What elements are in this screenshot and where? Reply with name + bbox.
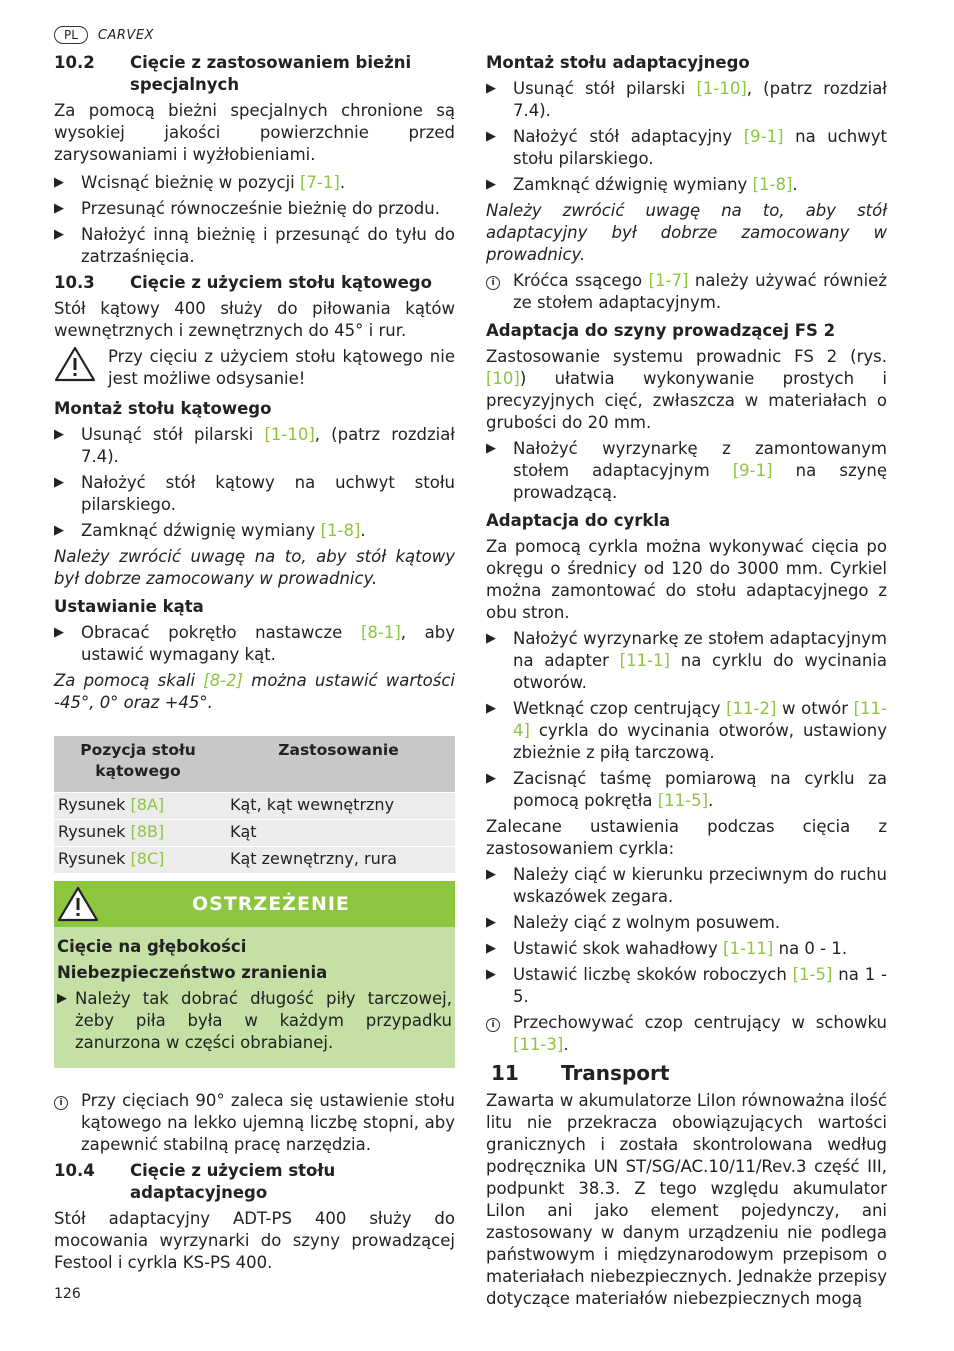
warning-triangle-icon [54,886,102,922]
bullet-item [486,938,887,960]
bullet-text: Nałożyć inną bieżnię i przesunąć do tyłu do zatrzaśnięcia. [81,225,455,266]
warning-subtitle: Niebezpieczeństwo zranienia [57,963,328,982]
bullet-item [486,768,887,812]
language-badge: PL [54,26,88,44]
figure-reference: [8A] [130,795,165,814]
bullet-text: Przesunąć równocześnie bieżnię do przodu. [81,199,440,218]
figure-reference: [7-1] [299,173,340,192]
info-icon: i [486,270,513,314]
section-title: Cięcie z użyciem stołu kątowego [130,273,432,292]
note-text: Za pomocą skali [54,671,204,690]
bullet-item [486,126,887,170]
figure-reference: [1-10] [264,425,315,444]
warning-box [54,881,455,1068]
caution-text: Przy cięciu z użyciem stołu kątowego nie jest możliwe odsysanie! [108,347,455,388]
bullet-item [57,988,452,1054]
warning-header [54,881,455,927]
paragraph: Za pomocą cyrkla można wykonywać cięcia po okręgu o średnicy od 120 do 3000 mm. Cyrkiel można zamontować do stołu adaptacyjnego z obu stron. [486,537,887,622]
bullet-item [486,964,887,1008]
triangle-bullet-icon: ▶ [54,523,64,538]
triangle-bullet-icon: ▶ [54,227,64,242]
figure-reference: [1-10] [696,79,747,98]
bullet-text: na 1 - 5. [513,965,887,1006]
left-column [54,52,455,1274]
chapter-title: Transport [561,1061,670,1085]
triangle-bullet-icon: ▶ [486,967,496,982]
triangle-bullet-icon: ▶ [54,175,64,190]
bullet-text: Usunąć stół pilarski [81,425,265,444]
bullet-text: Ustawić liczbę skoków roboczych [513,965,793,984]
subheading: Adaptacja do szyny prowadzącej FS 2 [486,321,836,340]
right-column [486,52,887,1310]
section-number: 10.3 [54,273,95,292]
bullet-item [486,698,887,764]
figure-reference: [11-4] [513,699,888,740]
bullet-item [486,912,887,934]
info-text: Przy cięciach 90° zaleca się ustawienie stołu kątowego na lekko ujemną liczbę stopni, aby zapewnić stabilną pracę narzędzia. [81,1091,455,1154]
figure-reference: [1-8] [320,521,361,540]
warning-body [54,927,455,1068]
figure-reference: [11-1] [619,651,670,670]
section-title: Cięcie z zastosowaniem bieżni specjalnych [130,53,412,94]
bullet-item [486,438,887,504]
figure-reference: [11-3] [513,1035,564,1054]
table-cell: Kąt, kąt wewnętrzny [222,793,455,820]
bullet-item [54,224,455,268]
bullet-text: Nałożyć wyrzynarkę z zamontowanym stołem adaptacyjnym [513,439,887,480]
warning-triangle-icon [54,346,108,390]
figure-reference: [11-5] [657,791,709,810]
figure-reference: [8C] [130,849,165,868]
figure-reference: [1-11] [723,939,774,958]
bullet-text: Nałożyć wyrzynarkę ze stołem adaptacyjnym na adapter [513,629,887,670]
cell-text: Rysunek [58,849,131,868]
bullet-text: . [360,521,366,540]
figure-reference: [1-5] [792,965,833,984]
triangle-bullet-icon: ▶ [486,867,496,882]
bullet-text: w otwór [776,699,854,718]
bullet-text: Ustawić skok wahadłowy [513,939,724,958]
paragraph-text: Zastosowanie systemu prowadnic FS 2 (rys. [486,347,887,366]
section-number: 10.4 [54,1161,95,1180]
bullet-item [486,628,887,694]
paragraph: Zawarta w akumulatorze LiIon równoważna ilość litu nie przekracza obowiązujących wartości granicznych i została skontrolowana według podręcznika UN ST/SG/AC.10/11/Rev.3 część III, podpunkt 38.3. Z tego względu akumulator LiIon ani jako element pojedynczy, ani zastosowany w danym urządzeniu nie podlega państwowym i międzynarodowym przepisom o materiałach niebezpiecznych. Jednakże przepisy dotyczące materiałów niebezpiecznych mogą [486,1091,887,1308]
paragraph: Stół adaptacyjny ADT-PS 400 służy do mocowania wyrzynarki do szyny prowadzącej Festool i cyrkla KS-PS 400. [54,1209,455,1272]
bullet-text: Nałożyć stół kątowy na uchwyt stołu pilarskiego. [81,473,455,514]
chapter-number: 11 [491,1061,519,1085]
bullet-text: Zacisnąć taśmę pomiarową na cyrklu za pomocą pokrętła [513,769,887,810]
triangle-bullet-icon: ▶ [486,941,496,956]
info-note [54,1090,455,1156]
triangle-bullet-icon: ▶ [486,441,496,456]
bullet-text: Zamknąć dźwignię wymiany [81,521,321,540]
bullet-text: Należy tak dobrać długość piły tarczowej, żeby piła była w każdym przypadku zanurzona w części obrabianej. [75,989,452,1052]
figure-reference: [8-2] [203,671,244,690]
italic-note: Należy zwrócić uwagę na to, aby stół adaptacyjny był dobrze zamocowany w prowadnicy. [486,201,887,264]
bullet-item [486,864,887,908]
table-cell: Kąt [222,820,455,847]
page-header [54,26,154,44]
figure-reference: [8-1] [360,623,401,642]
table-cell: Kąt zewnętrzny, rura [222,847,455,874]
cell-text: Rysunek [58,795,131,814]
angle-position-table [54,736,455,873]
bullet-text: na szynę prowadzącą. [513,461,887,502]
subheading: Montaż stołu adaptacyjnego [486,53,750,72]
info-icon: i [486,1012,513,1056]
bullet-text: cyrkla do wycinania otworów, ustawiony zbieżnie z piłą tarczową. [513,721,887,762]
table-row [54,820,455,847]
section-heading-10-2 [54,52,455,96]
section-number: 10.2 [54,53,95,72]
table-row [54,793,455,820]
triangle-bullet-icon: ▶ [486,129,496,144]
triangle-bullet-icon: ▶ [486,701,496,716]
bullet-text: Nałożyć stół adaptacyjny [513,127,744,146]
bullet-text: . [708,791,714,810]
bullet-text: na 0 - 1. [773,939,848,958]
figure-reference: [1-8] [752,175,793,194]
italic-note [54,670,455,714]
subheading: Ustawianie kąta [54,597,204,616]
section-heading-10-3 [54,272,455,294]
cell-text: Rysunek [58,822,131,841]
caution-note [54,346,455,390]
triangle-bullet-icon: ▶ [486,631,496,646]
table-header: Zastosowanie [222,736,455,793]
bullet-text: Wcisnąć bieżnię w pozycji [81,173,300,192]
warning-label: OSTRZEŻENIE [192,893,350,915]
table-cell [54,793,222,820]
figure-reference: [9-1] [732,461,773,480]
triangle-bullet-icon: ▶ [54,625,64,640]
bullet-text: . [792,175,798,194]
table-cell [54,820,222,847]
bullet-item [486,174,887,196]
figure-reference: [11-2] [726,699,777,718]
info-text: należy używać również ze stołem adaptacyjnym. [513,271,887,312]
bullet-text: , (patrz rozdział 7.4). [513,79,887,120]
bullet-text: . [339,173,346,192]
bullet-text: Należy ciąć z wolnym posuwem. [513,913,781,932]
note-text: można ustawić wartości -45°, 0° oraz +45°. [54,671,456,712]
bullet-item [54,198,455,220]
paragraph: Za pomocą bieżni specjalnych chronione są wysokiej jakości powierzchnie przed zarysowaniami i wyżłobieniami. [54,101,455,164]
triangle-bullet-icon: ▶ [486,81,496,96]
figure-reference: [9-1] [743,127,784,146]
table-row [54,847,455,874]
bullet-item [54,520,455,542]
info-note [486,1012,887,1056]
bullet-item [54,622,455,666]
figure-reference: [1-7] [648,271,689,290]
bullet-text: Należy ciąć w kierunku przeciwnym do ruchu wskazówek zegara. [513,865,887,906]
section-title: Cięcie z użyciem stołu adaptacyjnego [130,1161,336,1202]
bullet-text: , aby ustawić wymagany kąt. [81,623,455,664]
bullet-text: Zamknąć dźwignię wymiany [513,175,753,194]
bullet-item [54,172,455,194]
table-cell [54,847,222,874]
triangle-bullet-icon: ▶ [57,991,67,1006]
bullet-text: Obracać pokrętło nastawcze [81,623,361,642]
triangle-bullet-icon: ▶ [486,915,496,930]
bullet-text: na cyrklu do wycinania otworów. [513,651,887,692]
info-text: . [563,1035,569,1054]
paragraph-text: ) ułatwia wykonywanie prostych i precyzyjnych cięć, zwłaszcza w materiałach o grubości do 20 mm. [486,369,887,432]
triangle-bullet-icon: ▶ [54,201,64,216]
triangle-bullet-icon: ▶ [486,771,496,786]
bullet-text: na uchwyt stołu pilarskiego. [513,127,887,168]
triangle-bullet-icon: ▶ [54,475,64,490]
product-name: CARVEX [97,27,154,43]
bullet-item [54,472,455,516]
subheading: Montaż stołu kątowego [54,399,272,418]
subheading: Adaptacja do cyrkla [486,511,671,530]
italic-note: Należy zwrócić uwagę na to, aby stół kątowy był dobrze zamocowany w prowadnicy. [54,547,455,588]
section-heading-10-4 [54,1160,455,1204]
bullet-item [54,424,455,468]
info-text: Przechowywać czop centrujący w schowku [513,1013,887,1032]
figure-reference: [10] [486,369,520,388]
chapter-heading-11 [491,1060,887,1086]
info-note [486,270,887,314]
bullet-item [486,78,887,122]
bullet-text: Wetknąć czop centrujący [513,699,727,718]
info-icon: i [54,1090,81,1156]
info-text: Króćca ssącego [513,271,649,290]
triangle-bullet-icon: ▶ [54,427,64,442]
paragraph: Stół kątowy 400 służy do piłowania kątów wewnętrznych i zewnętrznych do 45° i rur. [54,299,455,340]
paragraph: Zalecane ustawienia podczas cięcia z zastosowaniem cyrkla: [486,817,887,858]
warning-title: Cięcie na głębokości [57,937,247,956]
paragraph [486,346,887,434]
bullet-text: Usunąć stół pilarski [513,79,697,98]
figure-reference: [8B] [130,822,165,841]
table-header: Pozycja stołu kątowego [54,736,222,793]
bullet-text: , (patrz rozdział 7.4). [81,425,455,466]
triangle-bullet-icon: ▶ [486,177,496,192]
page-number: 126 [54,1286,81,1302]
